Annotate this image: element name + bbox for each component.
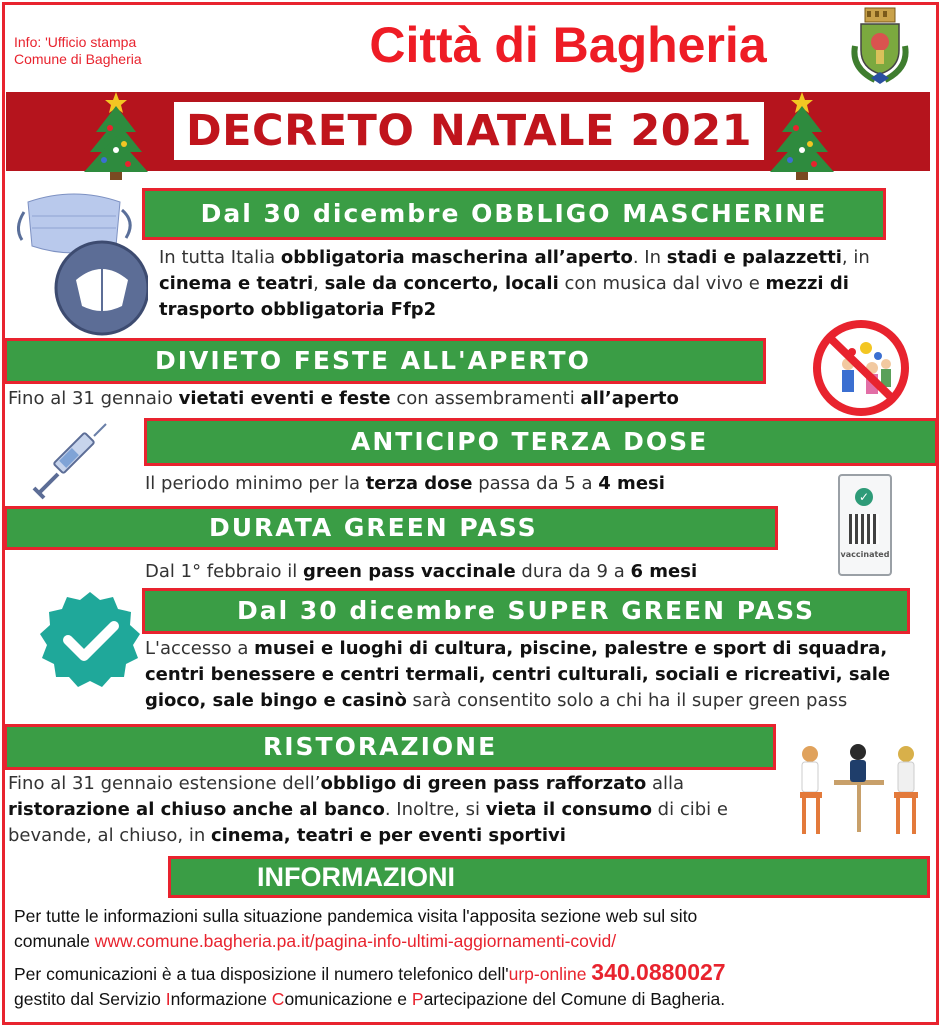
text-run: vietati eventi e feste — [178, 388, 391, 409]
text-run: nformazione — [170, 989, 272, 1009]
masks-title: Dal 30 dicembre OBBLIGO MASCHERINE — [142, 188, 886, 240]
covid-info-link[interactable]: www.comune.bagheria.pa.it/pagina-info-ultimi-aggiornamenti-covid/ — [94, 931, 617, 951]
text-run: alla — [646, 773, 685, 794]
christmas-tree-icon — [80, 88, 152, 180]
text-run: cinema, teatri e per eventi sportivi — [210, 825, 566, 846]
text-run: Il periodo minimo per la — [145, 473, 366, 494]
text-run: In tutta Italia — [159, 247, 281, 268]
text-run: . Inoltre, si — [384, 799, 486, 820]
text-run: dura da 9 a — [515, 561, 631, 582]
masks-text — [159, 245, 879, 323]
text-run: 4 mesi — [598, 473, 665, 494]
info-line-1: Per tutte le informazioni sulla situazione pandemica visita l'apposita sezione web sul sito — [14, 906, 698, 926]
text-run: L'accesso a — [145, 638, 255, 659]
text-run: bevande, al chiuso, in — [8, 825, 211, 846]
restaurants-text — [8, 771, 788, 849]
text-run: sarà consentito solo a chi ha il super green pass — [406, 690, 848, 711]
text-run: . In — [632, 247, 667, 268]
text-run: di cibi e — [651, 799, 728, 820]
text-run: artecipazione del Comune di Bagheria. — [423, 989, 726, 1009]
info-line-1: Info: 'Ufficio stampa — [14, 34, 137, 50]
phone-number[interactable]: 340.0880027 — [591, 959, 726, 985]
text-run: P — [411, 989, 424, 1009]
text-run: ristorazione al chiuso anche al banco — [8, 799, 385, 820]
text-run: Dal 1° febbraio il — [145, 561, 303, 582]
text-run: comunale — [14, 931, 95, 951]
info-text — [14, 904, 924, 1012]
check-badge-icon — [34, 590, 146, 690]
text-run: terza dose — [365, 473, 473, 494]
info-line-2 — [14, 929, 924, 954]
text-run: , in — [841, 247, 870, 268]
info-line-3 — [14, 960, 924, 987]
info-line-2: Comune di Bagheria — [14, 51, 142, 67]
text-run: Fino al 31 gennaio estensione dell’ — [8, 773, 321, 794]
text-run: omunicazione e — [284, 989, 412, 1009]
decree-title: DECRETO NATALE 2021 — [174, 102, 764, 160]
text-run: 6 mesi — [630, 561, 698, 582]
press-office-info — [14, 34, 142, 68]
text-run: I — [165, 989, 171, 1009]
text-run: con musica dal vivo e — [558, 273, 766, 294]
text-run: obbligo di green pass rafforzato — [320, 773, 647, 794]
parties-title: DIVIETO FESTE ALL'APERTO — [4, 338, 766, 384]
text-run: C — [271, 989, 285, 1009]
text-run: gestito dal Servizio — [14, 989, 166, 1009]
text-run: , — [313, 273, 325, 294]
restaurant-people-icon — [790, 740, 930, 838]
coat-of-arms-icon — [845, 6, 915, 86]
text-run: trasporto obbligatoria Ffp2 — [159, 299, 437, 320]
check-icon: ✓ — [855, 488, 873, 506]
text-run: green pass vaccinale — [302, 561, 516, 582]
text-run: centri benessere e centri termali, centri culturali, sociali e ricreativi, sale — [145, 664, 891, 685]
text-run: Per comunicazioni è a tua disposizione il numero telefonico dell' — [14, 964, 509, 984]
vaccinated-label: vaccinated — [840, 550, 890, 559]
text-run: mezzi di — [765, 273, 849, 294]
restaurants-title: RISTORAZIONE — [4, 724, 776, 770]
text-run: con assembramenti — [390, 388, 581, 409]
parties-text — [8, 386, 768, 412]
text-run: gioco, sale bingo e casinò — [145, 690, 407, 711]
text-run: sale da concerto, locali — [324, 273, 559, 294]
super-green-title: Dal 30 dicembre SUPER GREEN PASS — [142, 588, 910, 634]
info-line-4 — [14, 987, 924, 1012]
text-run: cinema e teatri — [159, 273, 314, 294]
green-pass-text — [145, 559, 825, 585]
info-title: INFORMAZIONI — [168, 856, 930, 898]
third-dose-text — [145, 471, 825, 497]
text-run: vieta il consumo — [485, 799, 652, 820]
mask-icon — [10, 188, 148, 338]
city-title: Città di Bagheria — [306, 6, 830, 92]
text-run: all’aperto — [580, 388, 679, 409]
syringe-icon — [30, 420, 110, 500]
text-run: stadi e palazzetti — [666, 247, 842, 268]
text-run: passa da 5 a — [472, 473, 599, 494]
text-run: obbligatoria mascherina all’aperto — [280, 247, 633, 268]
no-party-icon — [806, 318, 916, 418]
green-pass-title: DURATA GREEN PASS — [4, 506, 778, 550]
urp-online-label: urp-online — [508, 964, 587, 984]
third-dose-title: ANTICIPO TERZA DOSE — [144, 418, 938, 466]
text-run: Fino al 31 gennaio — [8, 388, 179, 409]
vaccinated-phone-icon — [838, 474, 892, 576]
text-run: musei e luoghi di cultura, piscine, palestre e sport di squadra, — [254, 638, 888, 659]
christmas-tree-icon — [766, 88, 838, 180]
qr-code-icon — [849, 514, 879, 544]
super-green-text — [145, 636, 915, 714]
